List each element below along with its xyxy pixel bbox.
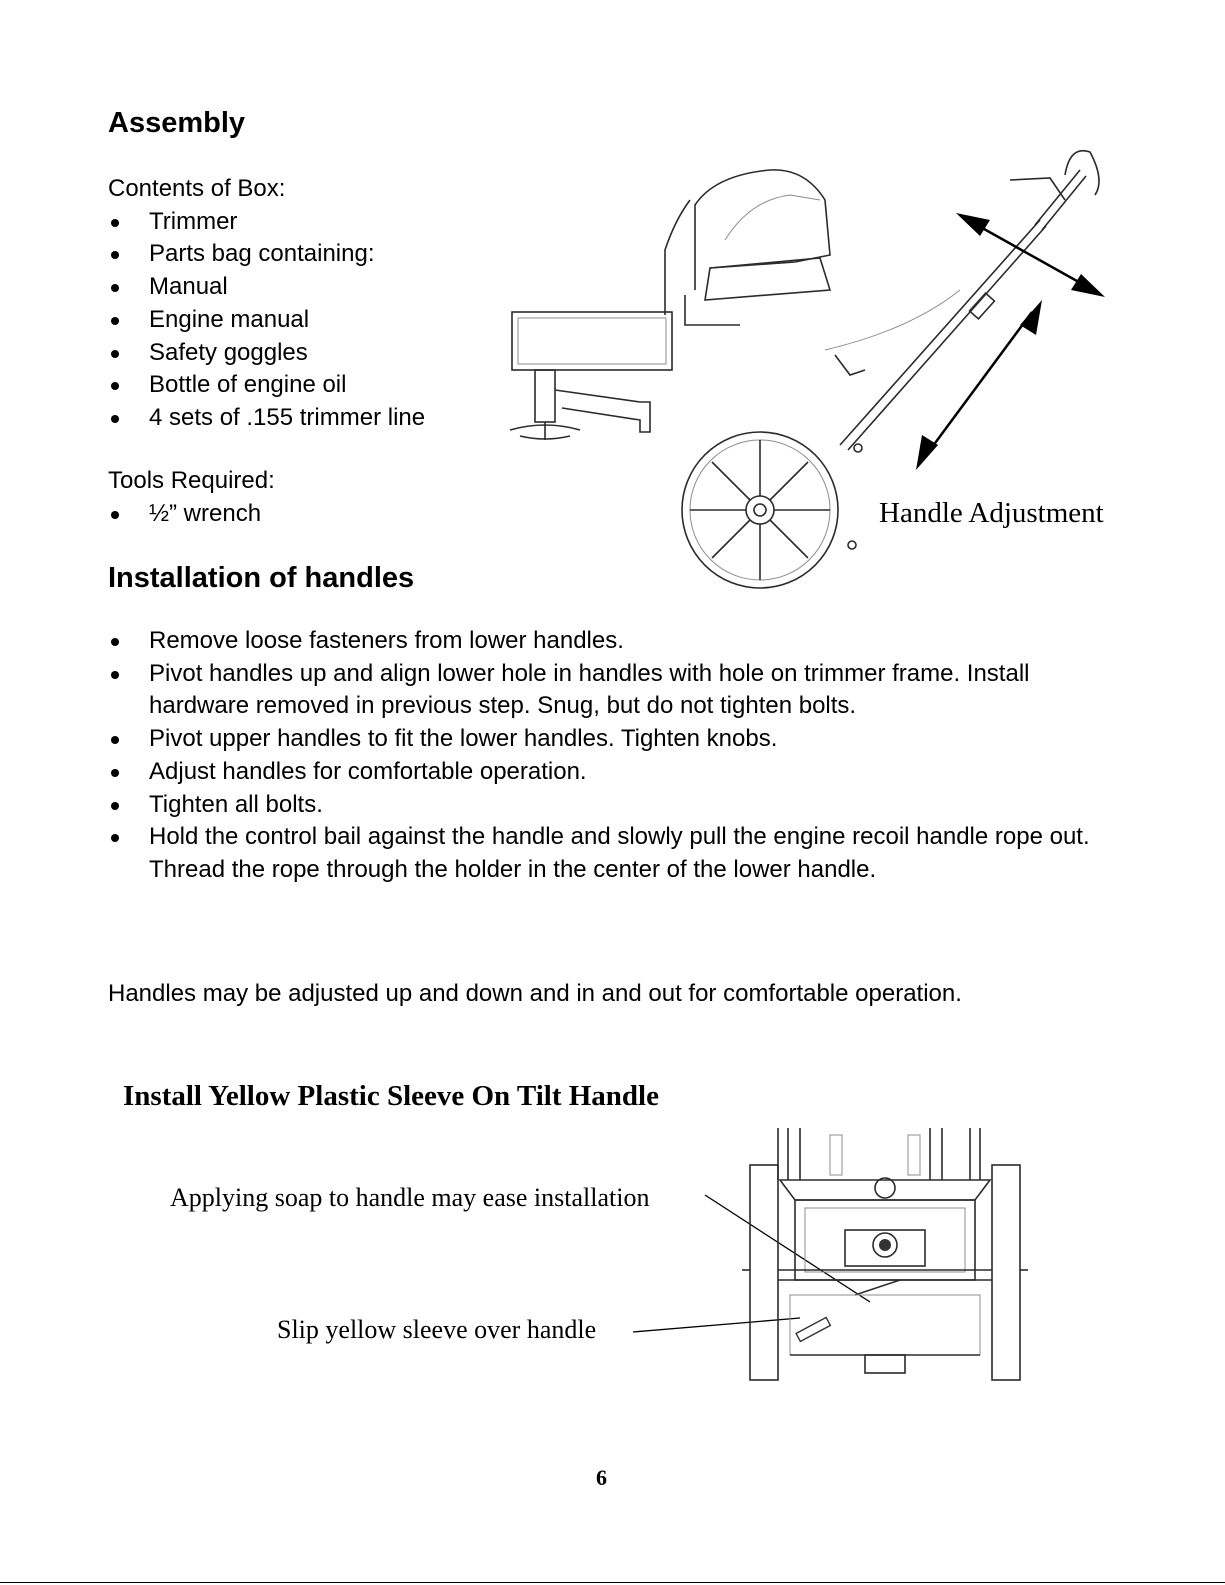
- adjustment-note: Handles may be adjusted up and down and in and out for comfortable operation.: [108, 980, 962, 1007]
- yellow-sleeve: [796, 1317, 830, 1341]
- steps-list: [108, 625, 1118, 887]
- list-item: Pivot handles up and align lower hole in handles with hole on trimmer frame. Install hardware removed in previous step. Snug, but do not tighten bolts.: [108, 658, 1118, 723]
- tools-label: Tools Required:: [108, 467, 275, 494]
- list-item: Pivot upper handles to fit the lower handles. Tighten knobs.: [108, 723, 1118, 756]
- trimmer-shaft: [535, 370, 555, 422]
- list-item: Tighten all bolts.: [108, 789, 1118, 822]
- installation-heading: Installation of handles: [108, 562, 415, 594]
- tools-list: [108, 498, 488, 531]
- list-item: Engine manual: [108, 304, 528, 337]
- list-item: Adjust handles for comfortable operation.: [108, 756, 1118, 789]
- assembly-heading: Assembly: [108, 107, 246, 139]
- handle-adjustment-label: Handle Adjustment: [879, 497, 1104, 529]
- list-item: Trimmer: [108, 206, 528, 239]
- trimmer-side-view-figure: [490, 140, 1225, 610]
- contents-section: [108, 173, 528, 435]
- installation-steps: [108, 625, 1118, 887]
- trimmer-front-view-figure: [630, 1120, 1050, 1395]
- page-bottom-rule: [0, 1582, 1225, 1583]
- right-wheel: [992, 1165, 1020, 1380]
- left-wheel: [750, 1165, 778, 1380]
- contents-list: [108, 206, 528, 435]
- list-item: Parts bag containing:: [108, 238, 528, 271]
- contents-label: Contents of Box:: [108, 175, 286, 202]
- list-item: Bottle of engine oil: [108, 369, 528, 402]
- slip-sleeve-callout: Slip yellow sleeve over handle: [277, 1315, 597, 1344]
- engine-body: [695, 170, 830, 290]
- tools-section: [108, 465, 488, 530]
- list-item: 4 sets of .155 trimmer line: [108, 402, 528, 435]
- soap-callout: Applying soap to handle may ease installation: [170, 1183, 650, 1212]
- up-down-arrow: [924, 312, 1032, 458]
- page-number: 6: [596, 1465, 607, 1490]
- list-item: Remove loose fasteners from lower handles.: [108, 625, 1118, 658]
- list-item: Hold the control bail against the handle and slowly pull the engine recoil handle rope out. Thread the rope through the holder in the center of the lower handle.: [108, 821, 1118, 886]
- list-item: Manual: [108, 271, 528, 304]
- deck-shape: [512, 312, 672, 370]
- list-item: Safety goggles: [108, 337, 528, 370]
- list-item: ½” wrench: [108, 498, 488, 531]
- slip-leader-line: [633, 1318, 800, 1332]
- sleeve-heading: Install Yellow Plastic Sleeve On Tilt Handle: [123, 1080, 659, 1112]
- lower-handle: [840, 220, 1040, 445]
